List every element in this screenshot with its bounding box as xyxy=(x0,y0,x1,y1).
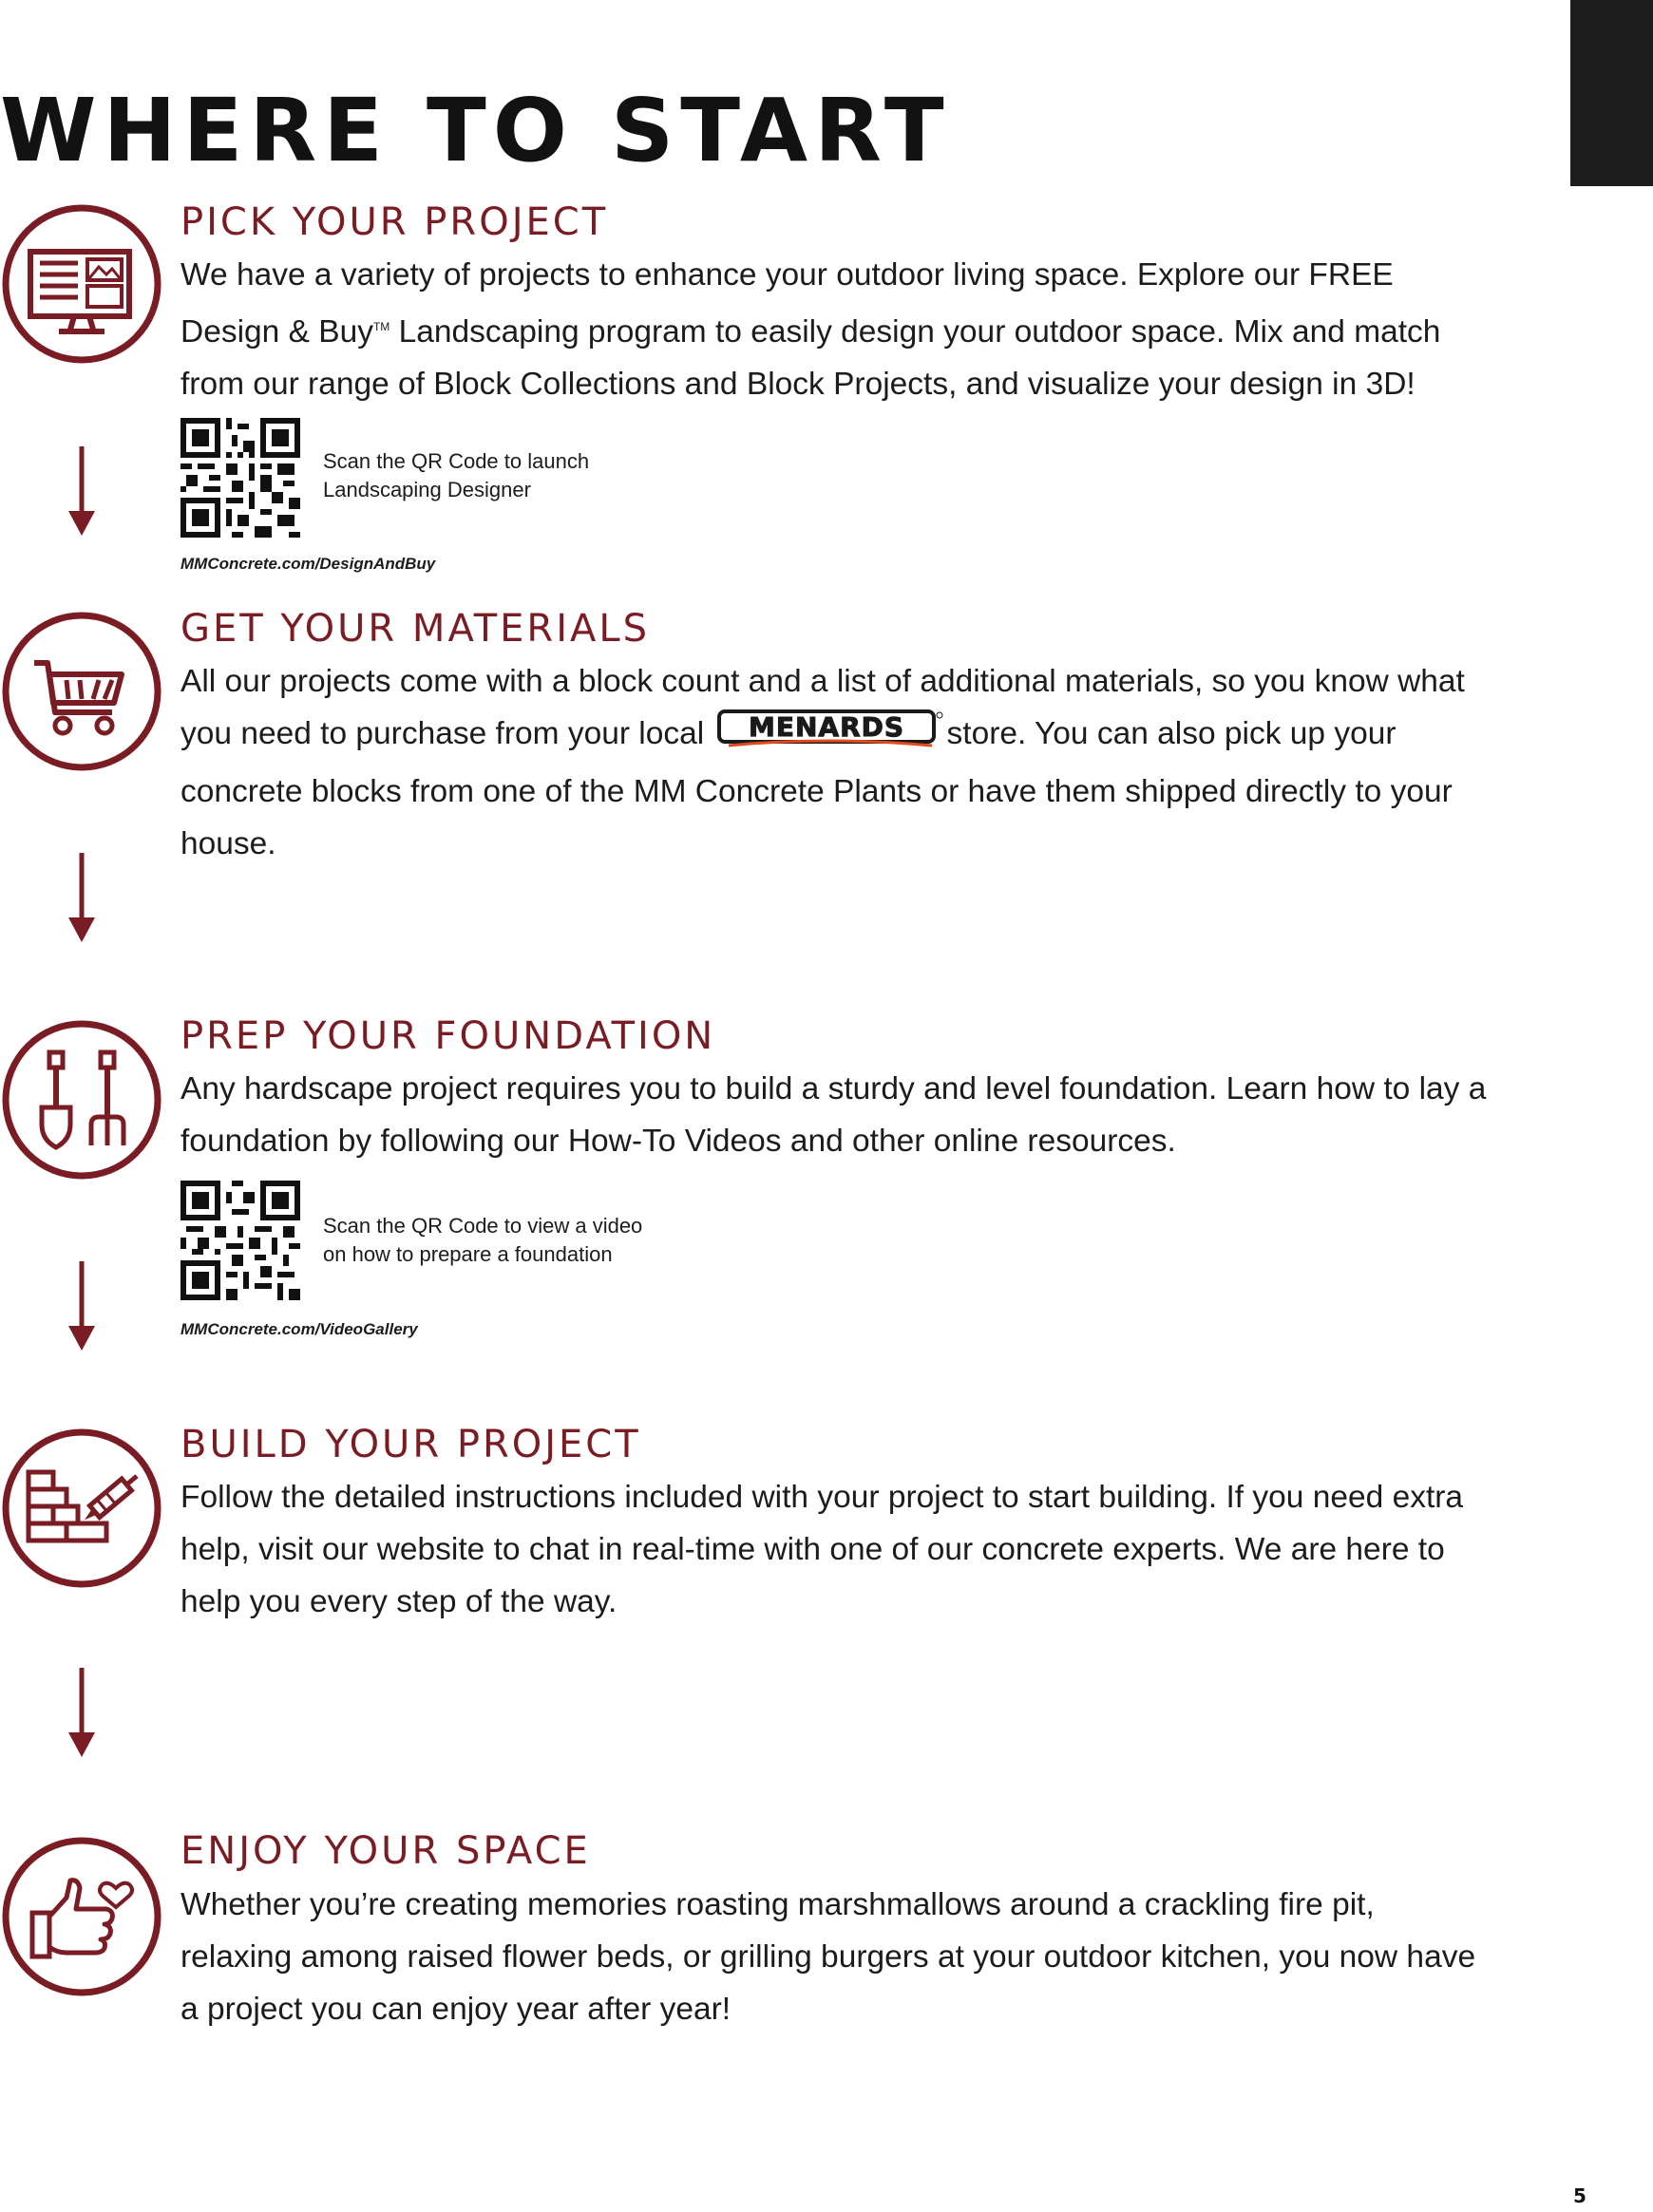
shovel-rake-icon xyxy=(0,1018,163,1182)
step-text-get-materials: All our projects come with a block count and a list of additional materials, so you know what you need to purchase from your local MENARDS store. You can also pick up your concrete blocks from one of the MM Concrete Plants or have them shipped directly to your house. xyxy=(180,664,1465,861)
step-text-prep-foundation: Any hardscape project requires you to build a sturdy and level foundation. Learn how to lay a foundation by following our How-To Videos and other online resources. xyxy=(180,1071,1487,1159)
qr-code-design-and-buy[interactable] xyxy=(180,418,300,538)
qr-caption-video-gallery: Scan the QR Code to view a video on how to prepare a foundation xyxy=(323,1214,643,1266)
thumbs-up-heart-icon xyxy=(0,1835,163,1998)
qr-caption-design-and-buy: Scan the QR Code to launch Landscaping Designer xyxy=(323,449,590,501)
computer-design-icon xyxy=(0,202,163,366)
step-text-pick-project: We have a variety of projects to enhance your outdoor living space. Explore our FREE Design & Buy™ Landscaping program to easily design your outdoor space. Mix and match from our range of Block Collections and Block Projects, and visualize your design in 3D! xyxy=(180,257,1441,403)
menards-logo xyxy=(717,708,943,766)
step-title-enjoy-space: ENJOY YOUR SPACE xyxy=(180,1829,591,1873)
brick-wall-caulk-icon xyxy=(0,1427,163,1590)
qr-url-design-and-buy[interactable]: MMConcrete.com/DesignAndBuy xyxy=(180,555,436,573)
arrow-down-icon xyxy=(68,853,95,944)
step-text-enjoy-space: Whether you’re creating memories roasting marshmallows around a crackling fire pit, relaxing among raised flower beds, or grilling burgers at your outdoor kitchen, you now have a project you can enjoy year after year! xyxy=(180,1887,1476,2027)
page-title: WHERE TO START xyxy=(0,80,951,181)
arrow-down-icon xyxy=(68,446,95,538)
arrow-down-icon xyxy=(68,1668,95,1759)
corner-tab xyxy=(1570,0,1653,186)
svg-text:MENARDS: MENARDS xyxy=(748,711,904,743)
shopping-cart-icon xyxy=(0,610,163,773)
step-title-build-project: BUILD YOUR PROJECT xyxy=(180,1423,641,1466)
qr-url-video-gallery[interactable]: MMConcrete.com/VideoGallery xyxy=(180,1320,418,1338)
arrow-down-icon xyxy=(68,1261,95,1352)
step-title-pick-project: PICK YOUR PROJECT xyxy=(180,200,609,244)
trademark-mark: TM xyxy=(372,320,390,333)
page-number: 5 xyxy=(1573,2184,1586,2207)
step-title-prep-foundation: PREP YOUR FOUNDATION xyxy=(180,1014,716,1058)
step-title-get-materials: GET YOUR MATERIALS xyxy=(180,607,651,651)
qr-code-video-gallery[interactable] xyxy=(180,1181,300,1300)
step-text-build-project: Follow the detailed instructions included with your project to start building. If you need extra help, visit our website to chat in real-time with one of our concrete experts. We are here to help you every step of the way. xyxy=(180,1480,1464,1619)
